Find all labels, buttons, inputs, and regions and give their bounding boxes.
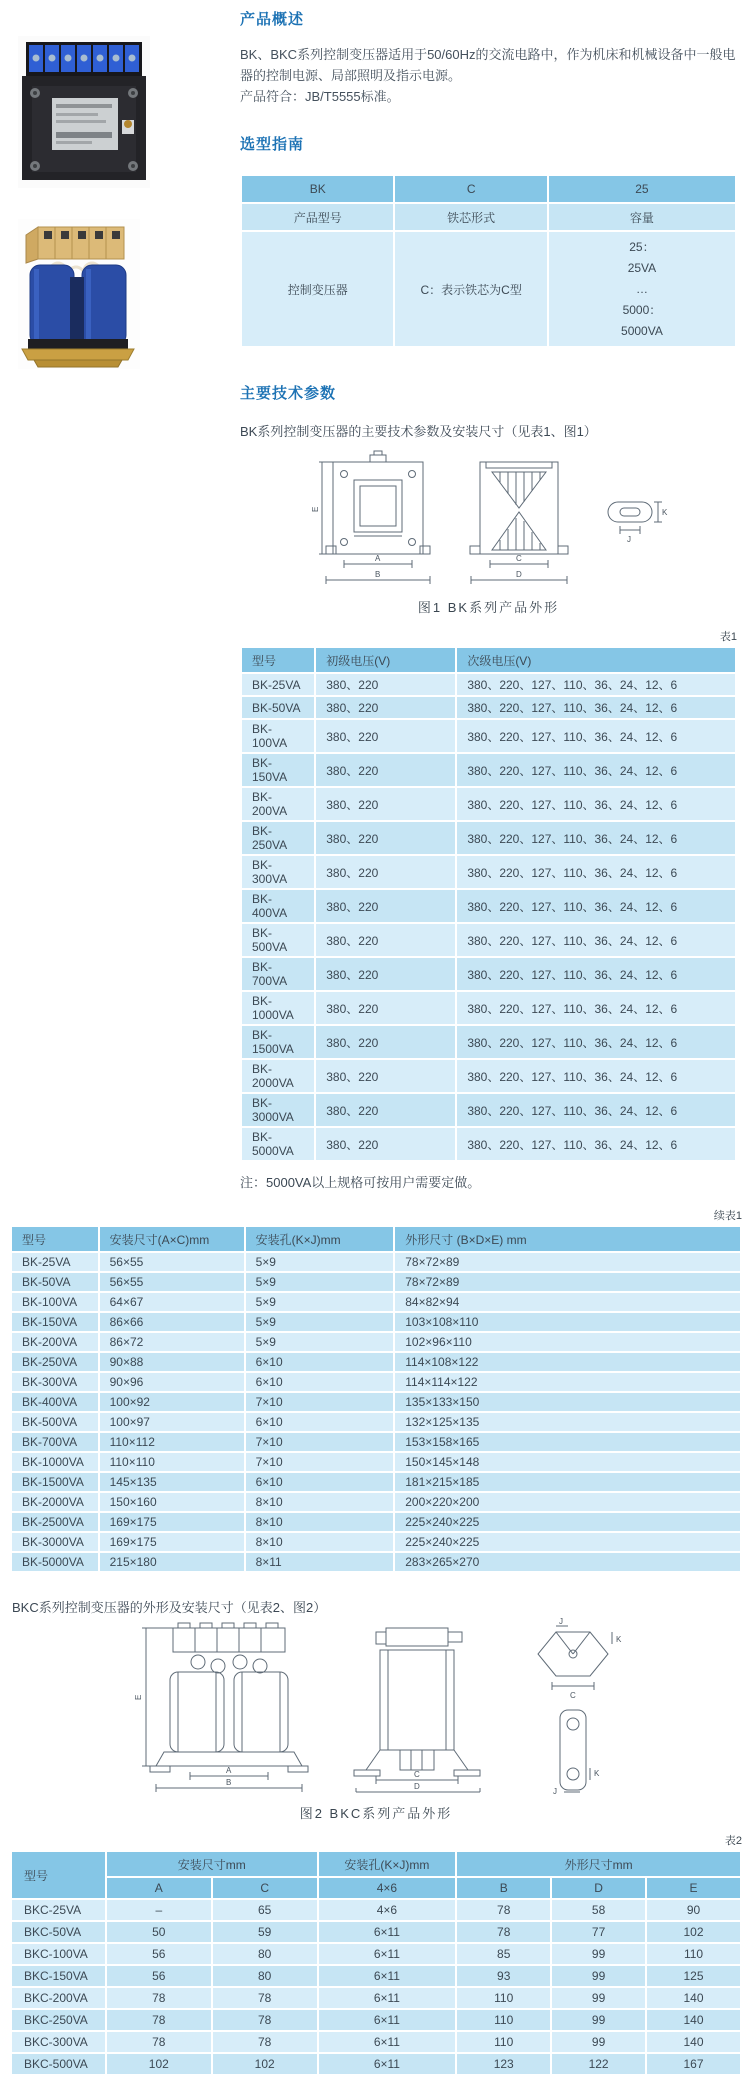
dim-label-c: C [516,554,522,564]
dimensions-section [10,1207,742,2076]
table-cell: 90×96 [99,1372,245,1392]
overview-heading: 产品概述 [240,11,305,28]
table-cell: 99 [551,1987,646,2009]
table-cell: 380、220 [315,1093,456,1127]
table-cell: 102 [106,2053,212,2075]
table-cell: 181×215×185 [394,1472,741,1492]
table-cell: 140 [646,1987,741,2009]
table-cell: BK-1000VA [241,991,315,1025]
table-cell: 产品型号 [241,203,394,231]
bk-transformer-photo [18,36,170,193]
column-subheader: D [551,1877,646,1899]
table-cell: 4×6 [318,1899,457,1921]
capacity-line: … [635,281,648,296]
table-cell: BK-150VA [11,1312,99,1332]
table-cell: 86×72 [99,1332,245,1352]
overview-paragraph [240,45,737,107]
table-cell: 380、220 [315,787,456,821]
table-cell: 铁芯形式 [394,203,547,231]
table-cell: 114×108×122 [394,1352,741,1372]
dim-label-k: K [662,508,668,518]
table-row [11,1899,741,1921]
table-row [241,821,736,855]
table-cell: 78 [212,2031,318,2053]
table-cell: 125 [646,1965,741,1987]
table-row [11,1943,741,1965]
capacity-line: 25VA [627,260,657,275]
table-cell: 容量 [548,203,736,231]
table-cell: C：表示铁芯为C型 [394,231,547,347]
table-cell: BK-2500VA [11,1512,99,1532]
column-header: 外形尺寸 (B×D×E) mm [394,1226,741,1252]
table-cell: BK-400VA [241,889,315,923]
figure1 [240,450,737,593]
table-cell: 380、220、127、110、36、24、12、6 [456,889,736,923]
bkc-transformer-photo [18,219,170,374]
table-cell: 85 [456,1943,551,1965]
table-cell: 6×11 [318,2031,457,2053]
table-row [11,1965,741,1987]
column-subheader: C [212,1877,318,1899]
table-cell: 215×180 [99,1552,245,1572]
table-cell: 380、220、127、110、36、24、12、6 [456,821,736,855]
table-cell: 102 [212,2053,318,2075]
table-cell: 380、220 [315,719,456,753]
table-cell: BK-50VA [241,696,315,719]
table-cell: 56×55 [99,1272,245,1292]
table-cell: 114×114×122 [394,1372,741,1392]
table-cell: BK-500VA [241,923,315,957]
table-cell: 380、220、127、110、36、24、12、6 [456,1059,736,1093]
table-cell: 56 [106,1943,212,1965]
table-cell: 78 [212,2009,318,2031]
table-cell: 56 [106,1965,212,1987]
table-cell: 102×96×110 [394,1332,741,1352]
figure2-drawing [128,1617,628,1797]
table-cell: 380、220 [315,923,456,957]
table-cell: 380、220、127、110、36、24、12、6 [456,957,736,991]
table-cell: BK-1500VA [11,1472,99,1492]
main-content [240,0,737,1191]
table-cell: BK-700VA [11,1432,99,1452]
table-cell: 380、220 [315,1127,456,1161]
table-cell: BK-300VA [241,855,315,889]
table-cell: 140 [646,2031,741,2053]
table-cell: BK-3000VA [11,1532,99,1552]
table-cell: 78×72×89 [394,1252,741,1272]
bk-intro-text: BK系列控制变压器的主要技术参数及安装尺寸（见表1、图1） [240,424,597,440]
table-row [11,1532,741,1552]
table-cell: 7×10 [245,1392,395,1412]
table-cell: 8×10 [245,1492,395,1512]
table-cell: 225×240×225 [394,1512,741,1532]
dim-label-e: E [134,1695,143,1701]
table-cell: 6×11 [318,1987,457,2009]
table-cell: 5×9 [245,1312,395,1332]
table-cell: BK-1500VA [241,1025,315,1059]
table1-note: 注：5000VA以上规格可按用户需要定做。 [240,1175,481,1191]
table-cell: 225×240×225 [394,1532,741,1552]
dim-label-d: D [516,570,522,580]
table-header-row [11,1226,741,1252]
table-cell: BK-2000VA [11,1492,99,1512]
table-cell: 283×265×270 [394,1552,741,1572]
table-cell: 58 [551,1899,646,1921]
table-cell: 380、220 [315,991,456,1025]
table-cell: 84×82×94 [394,1292,741,1312]
table-cell: 122 [551,2053,646,2075]
table-cell: 380、220 [315,821,456,855]
table-cell: BKC-200VA [11,1987,106,2009]
table-cell: 78×72×89 [394,1272,741,1292]
table-cell: 控制变压器 [241,231,394,347]
dim-label-e: E [311,507,320,513]
dim-label-b: B [375,570,381,580]
table-cell: BK-500VA [11,1412,99,1432]
column-header: 型号 [11,1226,99,1252]
bk-transformer-image [18,36,150,188]
table-cell: 50 [106,1921,212,1943]
table-cell: 167 [646,2053,741,2075]
column-header: 安装尺寸mm [106,1851,318,1877]
table-cell: 380、220 [315,855,456,889]
column-header: 安装孔(K×J)mm [245,1226,395,1252]
table-cell: 110 [456,1987,551,2009]
overview-text: BK、BKC系列控制变压器适用于50/60Hz的交流电路中，作为机床和机械设备中一般电器的控制电源、局部照明及指示电源。 [240,47,736,83]
dim-label-c: C [414,1770,420,1780]
table-cell: 380、220 [315,1025,456,1059]
column-header: 型号 [11,1851,106,1899]
table-row [11,1272,741,1292]
standard-text: 产品符合：JB/T5555标准。 [240,88,400,104]
table-row [11,1312,741,1332]
table-row [11,1332,741,1352]
table-cell: 200×220×200 [394,1492,741,1512]
table2-label: 表2 [724,1835,742,1848]
table-cell: 380、220 [315,673,456,696]
table-cell: BKC-150VA [11,1965,106,1987]
table-cell: 380、220 [315,1059,456,1093]
column-subheader: A [106,1877,212,1899]
table-cell: 8×11 [245,1552,395,1572]
table-cell: BK-25VA [241,673,315,696]
table-cell: BK-150VA [241,753,315,787]
table1-label: 表1 [719,631,737,644]
capacity-line: 5000VA [621,323,663,338]
table-cell: 80 [212,1965,318,1987]
table-cell: 110 [646,1943,741,1965]
table-cell: 6×10 [245,1372,395,1392]
table-cell: BK-3000VA [241,1093,315,1127]
table-cell: BKC-250VA [11,2009,106,2031]
table-cell: 110×112 [99,1432,245,1452]
table-cell: BKC-300VA [11,2031,106,2053]
dim-label-j: J [559,1617,563,1627]
table-cell: 6×11 [318,1921,457,1943]
table-cell: 5×9 [245,1332,395,1352]
table-cell: BK-200VA [241,787,315,821]
table-cell: BK-250VA [241,821,315,855]
table-cell: BK-200VA [11,1332,99,1352]
column-subheader: E [646,1877,741,1899]
table-cell: 99 [551,2009,646,2031]
table-row [11,1492,741,1512]
product-photos [18,36,170,400]
table-cell: C [394,175,547,203]
dim-label-a: A [375,554,381,564]
table-subheader-row [11,1877,741,1899]
table-cell: 100×92 [99,1392,245,1412]
table-row [11,2053,741,2075]
table-row [241,1025,736,1059]
table-cell: 78 [106,1987,212,2009]
table-cell: 93 [456,1965,551,1987]
table-cell: BK-300VA [11,1372,99,1392]
table-cell: BK-2000VA [241,1059,315,1093]
table-row [11,1412,741,1432]
table-row [11,1921,741,1943]
table-cell: 380、220、127、110、36、24、12、6 [456,1093,736,1127]
table-cell: 132×125×135 [394,1412,741,1432]
column-header: 次级电压(V) [456,647,736,673]
table-cell: BK-5000VA [11,1552,99,1572]
table-cell: 380、220 [315,696,456,719]
table-row [11,1372,741,1392]
cont-table-label: 续表1 [713,1210,742,1223]
column-header: 安装尺寸(A×C)mm [99,1226,245,1252]
table-row [241,957,736,991]
table-cell: BK-100VA [241,719,315,753]
dim-label-j2: J [553,1787,557,1797]
table-row [11,1432,741,1452]
table-header-row [241,647,736,673]
table-cell: 6×11 [318,2009,457,2031]
table-cell: BK-250VA [11,1352,99,1372]
table-cell: 59 [212,1921,318,1943]
column-header: 初级电压(V) [315,647,456,673]
table-row [241,889,736,923]
table-cell: 380、220、127、110、36、24、12、6 [456,855,736,889]
table-cell: 86×66 [99,1312,245,1332]
table-cell: BK-5000VA [241,1127,315,1161]
table-cell: 380、220、127、110、36、24、12、6 [456,1025,736,1059]
table-cell: 145×135 [99,1472,245,1492]
table-cell: 99 [551,1965,646,1987]
table-cell: – [106,1899,212,1921]
table-row [241,1059,736,1093]
table-cell: 380、220 [315,889,456,923]
table-cell: BK-700VA [241,957,315,991]
table-cell: BKC-25VA [11,1899,106,1921]
table-cell: BKC-100VA [11,1943,106,1965]
column-subheader: 4×6 [318,1877,457,1899]
table-cell: 135×133×150 [394,1392,741,1412]
table-cell: 100×97 [99,1412,245,1432]
table-cell: 7×10 [245,1452,395,1472]
dim-label-d: D [414,1782,420,1792]
table-cell: 8×10 [245,1532,395,1552]
table-cell: BKC-500VA [11,2053,106,2075]
table-row [241,787,736,821]
table-cell: 6×10 [245,1472,395,1492]
table-cell: 6×10 [245,1412,395,1432]
table-cell: 380、220 [315,753,456,787]
table-cell: 64×67 [99,1292,245,1312]
bkc-transformer-image [18,219,140,369]
table-cell: 7×10 [245,1432,395,1452]
table-row [11,1552,741,1572]
table-row [241,855,736,889]
dim-label-j: J [627,535,631,545]
table-cell: 80 [212,1943,318,1965]
table-row [11,1252,741,1272]
capacity-line: 5000： [622,302,662,317]
table-cell: BK-100VA [11,1292,99,1312]
table-row [11,1452,741,1472]
capacity-line: 25： [629,239,655,254]
table-cell: 65 [212,1899,318,1921]
selection-guide-heading: 选型指南 [240,136,305,154]
table-cell [548,231,736,347]
bkc-intro-text: BKC系列控制变压器的外形及安装尺寸（见表2、图2） [12,1600,327,1616]
table-cell: 90×88 [99,1352,245,1372]
table1-voltages [240,646,737,1162]
tech-params-heading: 主要技术参数 [240,385,337,403]
table-row [11,1352,741,1372]
selection-guide-table [240,174,737,348]
figure2 [10,1617,742,1799]
table-row [11,1512,741,1532]
table-cell: 78 [106,2031,212,2053]
table-cell: 90 [646,1899,741,1921]
table-cell: BK-50VA [11,1272,99,1292]
table-cell: 150×145×148 [394,1452,741,1472]
table-cell: 153×158×165 [394,1432,741,1452]
table-cell: 8×10 [245,1512,395,1532]
table-cell: 380、220、127、110、36、24、12、6 [456,696,736,719]
figure2-caption: 图2 BKC系列产品外形 [299,1806,453,1822]
table-row [11,1292,741,1312]
dim-label-c2: C [570,1691,576,1701]
table-cell: 25 [548,175,736,203]
table-row [241,673,736,696]
figure1-drawing [308,450,668,588]
table1-continued-dimensions [10,1225,742,1573]
table-cell: 380、220、127、110、36、24、12、6 [456,787,736,821]
column-subheader: B [456,1877,551,1899]
table-cell: 380、220、127、110、36、24、12、6 [456,923,736,957]
dim-label-k2: K [594,1769,600,1779]
table-cell: 380、220、127、110、36、24、12、6 [456,719,736,753]
table-cell: 169×175 [99,1512,245,1532]
dim-label-b: B [226,1778,232,1788]
table-cell: 5×9 [245,1272,395,1292]
table-row [11,1472,741,1492]
table-row [11,2009,741,2031]
table-cell: 110×110 [99,1452,245,1472]
table-cell: 110 [456,2031,551,2053]
table-cell: BK-400VA [11,1392,99,1412]
table-cell: 150×160 [99,1492,245,1512]
table-cell: 169×175 [99,1532,245,1552]
dim-label-k: K [616,1635,622,1645]
table-header-row [11,1851,741,1877]
column-header: 外形尺寸mm [456,1851,741,1877]
table-cell: BKC-50VA [11,1921,106,1943]
table-row [241,719,736,753]
table-cell: 77 [551,1921,646,1943]
table-cell: 110 [456,2009,551,2031]
table-row [241,923,736,957]
table-cell: 5×9 [245,1292,395,1312]
table-row [241,753,736,787]
table-cell: BK [241,175,394,203]
table-cell: 6×10 [245,1352,395,1372]
table-row [241,991,736,1025]
table-cell: 56×55 [99,1252,245,1272]
table-cell: 78 [456,1921,551,1943]
table-cell: 6×11 [318,2053,457,2075]
table-cell: 380、220、127、110、36、24、12、6 [456,991,736,1025]
figure1-caption: 图1 BK系列产品外形 [417,600,560,616]
table-cell: 380、220、127、110、36、24、12、6 [456,753,736,787]
table-cell: 6×11 [318,1943,457,1965]
table-row [241,1127,736,1161]
table-cell: 78 [212,1987,318,2009]
table-cell: 123 [456,2053,551,2075]
table-cell: 99 [551,1943,646,1965]
table-row [241,231,736,347]
table-row [241,696,736,719]
table-cell: BK-25VA [11,1252,99,1272]
column-header: 型号 [241,647,315,673]
table-cell: 380、220、127、110、36、24、12、6 [456,1127,736,1161]
table-cell: 380、220、127、110、36、24、12、6 [456,673,736,696]
table-cell: 380、220 [315,957,456,991]
dim-label-a: A [226,1766,232,1776]
table-cell: 99 [551,2031,646,2053]
table-row [11,2031,741,2053]
table-cell: 102 [646,1921,741,1943]
table-row [11,1392,741,1412]
table-cell: 140 [646,2009,741,2031]
table-cell: 78 [106,2009,212,2031]
table-cell: 5×9 [245,1252,395,1272]
table2-bkc-dimensions [10,1850,742,2076]
table-row [241,175,736,203]
table-cell: BK-1000VA [11,1452,99,1472]
table-cell: 78 [456,1899,551,1921]
table-cell: 6×11 [318,1965,457,1987]
table-cell: 103×108×110 [394,1312,741,1332]
table-row [241,203,736,231]
table-row [11,1987,741,2009]
table-row [241,1093,736,1127]
column-header: 安装孔(K×J)mm [318,1851,457,1877]
